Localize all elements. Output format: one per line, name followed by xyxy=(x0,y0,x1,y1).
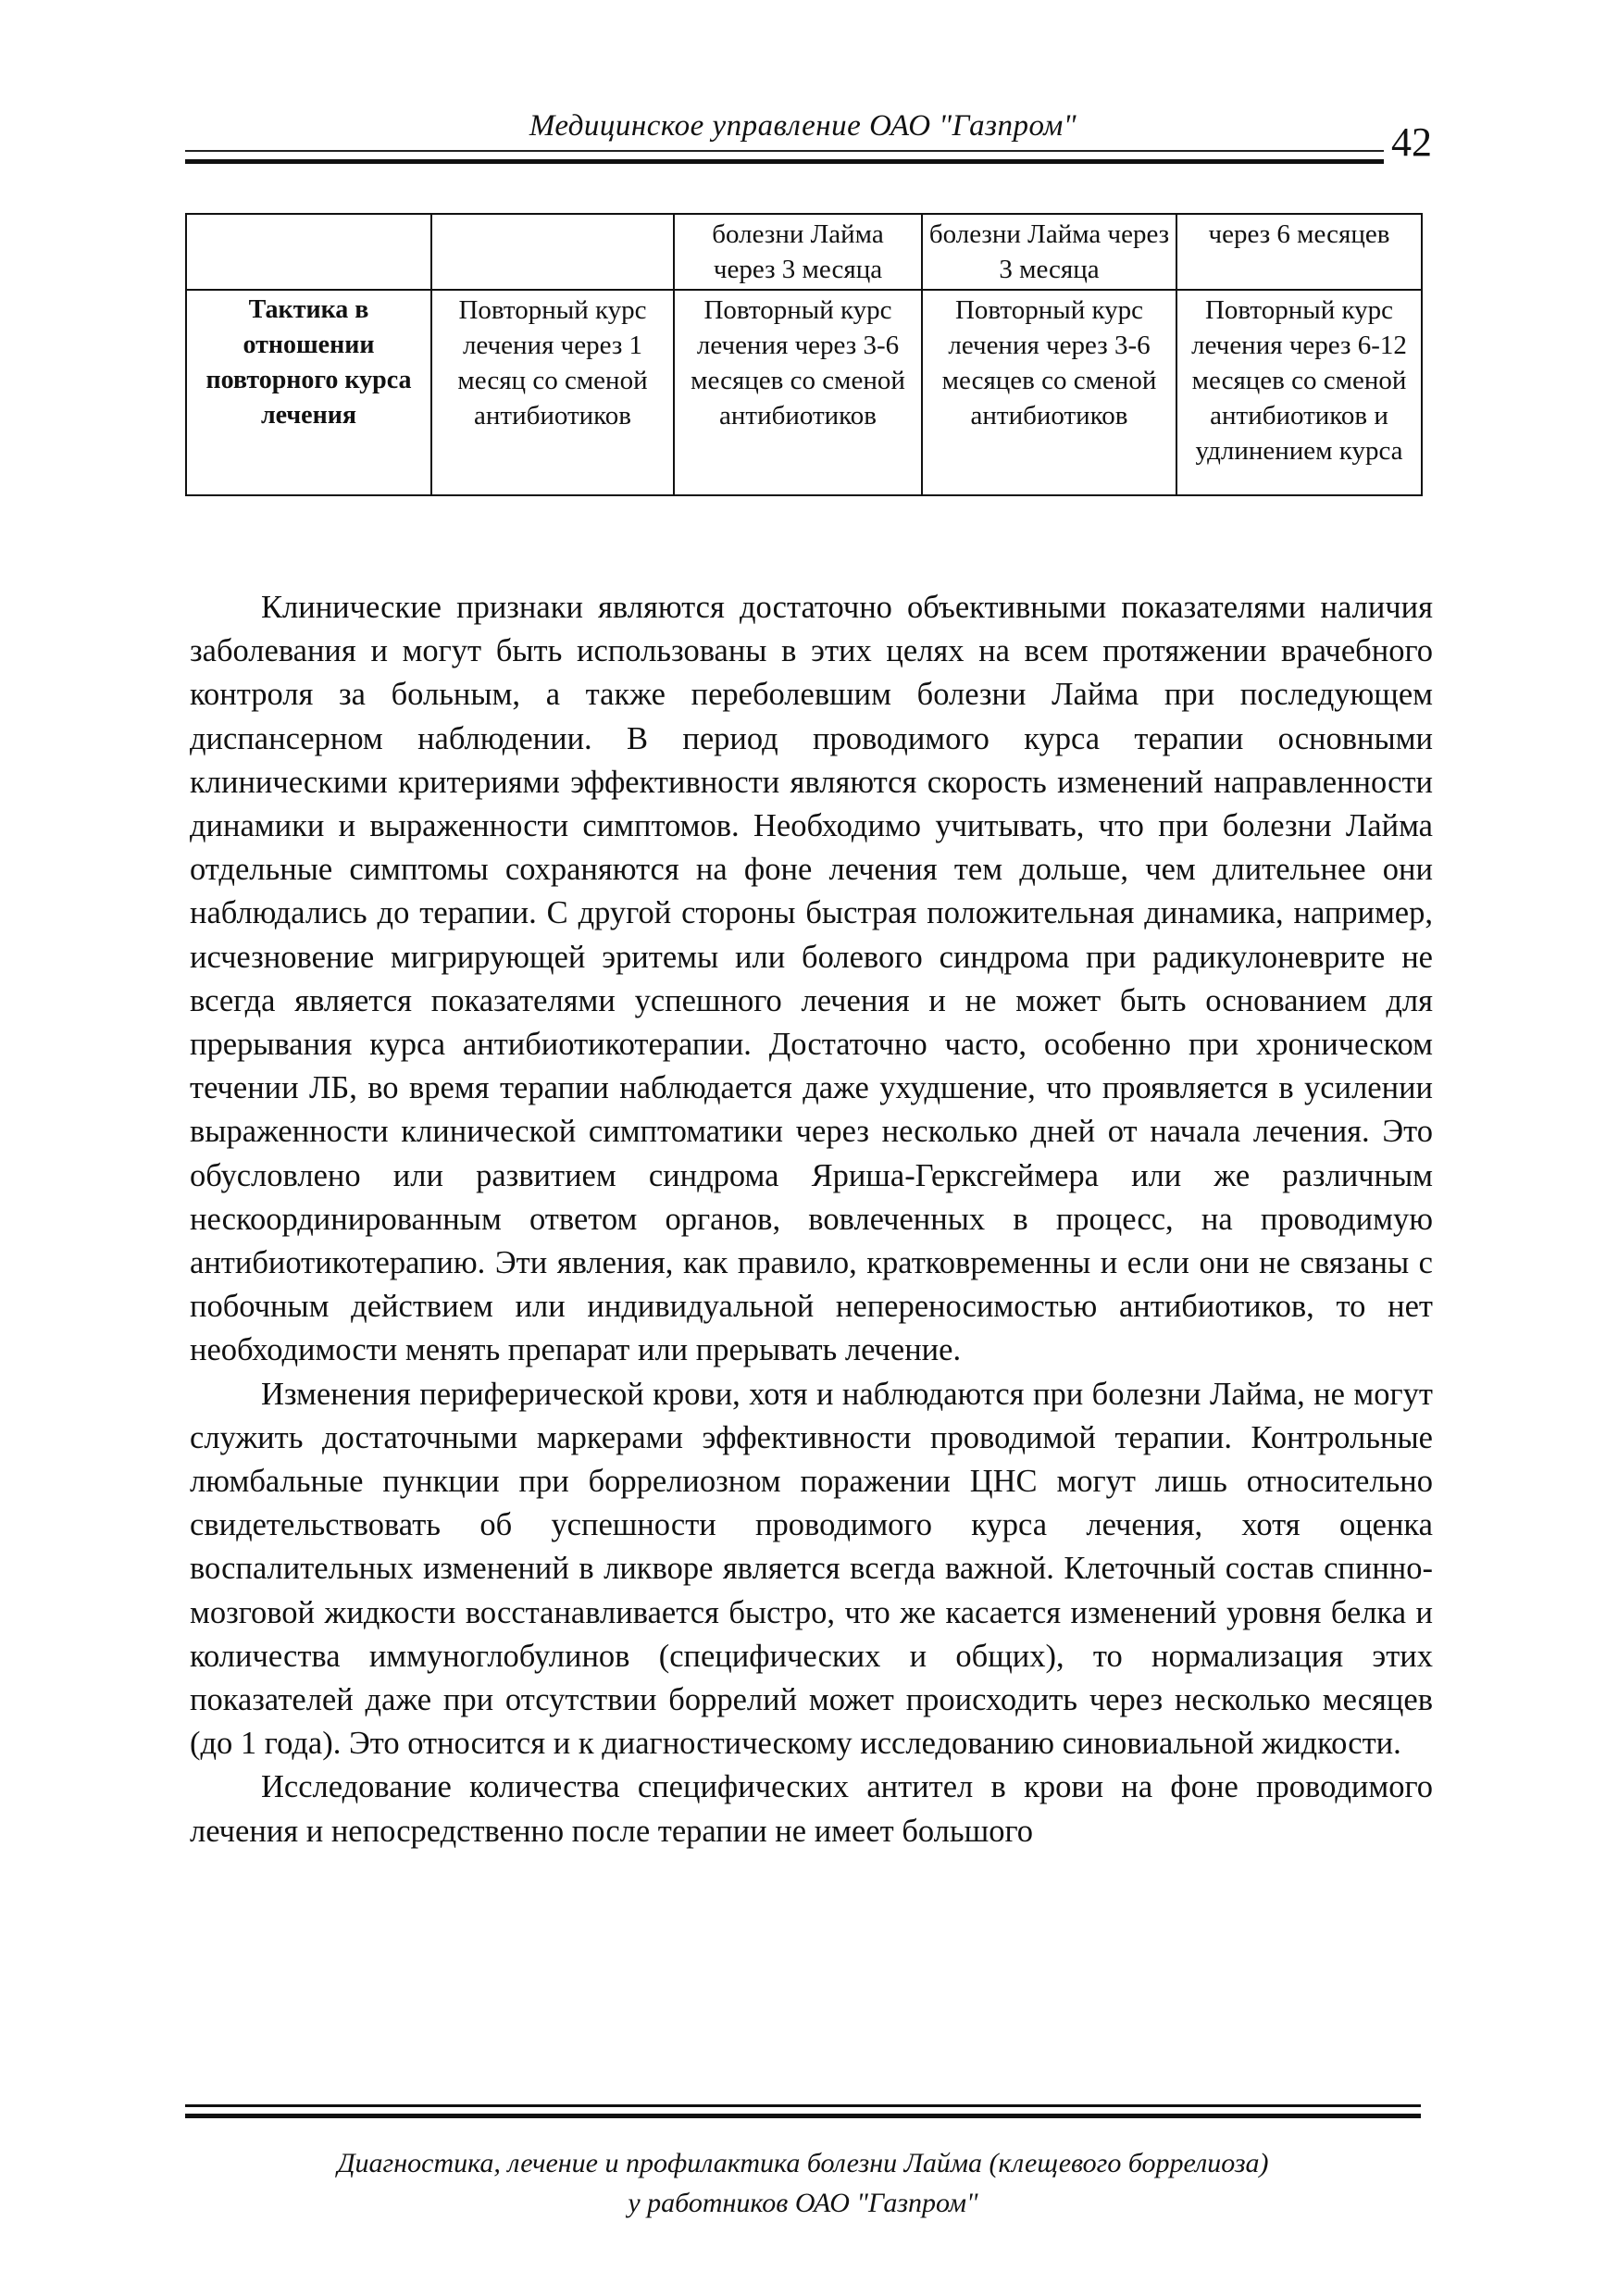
table-cell: Повторный курс лечения через 1 месяц со сменой антибиотиков xyxy=(431,290,674,495)
header-rule xyxy=(185,150,1384,164)
table-cell: Повторный курс лечения через 3-6 месяцев со сменой антибиотиков xyxy=(674,290,922,495)
body-text xyxy=(190,586,1433,1853)
paragraph: Исследование количества специфических антител в крови на фоне проводимого лечения и непосредственно после терапии не имеет большого xyxy=(190,1769,1433,1849)
header-title: Медицинское управление ОАО "Газпром" xyxy=(529,109,1077,143)
table-row xyxy=(186,214,1422,290)
treatment-table xyxy=(185,213,1423,496)
table-cell xyxy=(186,214,431,290)
table-row-header: Тактика в отношении повторного курса лечения xyxy=(186,290,431,495)
paragraph: Изменения периферической крови, хотя и наблюдаются при болезни Лайма, не могут служить достаточными маркерами эффективности проводимой терапии. Контрольные люмбальные пункции при боррелиозном поражении ЦНС могут лишь относительно свидетельствовать об успешности проводимого курса лечения, хотя оценка воспалительных изменений в ликворе является всегда важной. Клеточный состав спинно-мозговой жидкости восстанавливается быстро, что же касается изменений уровня белка и количества иммуноглобулинов (специфических и общих), то нормализация этих показателей даже при отсутствии боррелий может происходить через несколько месяцев (до 1 года). Это относится и к диагностическому исследованию синовиальной жидкости. xyxy=(190,1376,1433,1762)
paragraph: Клинические признаки являются достаточно объективными показателями наличия заболевания и могут быть использованы в этих целях на всем протяжении врачебного контроля за больным, а также переболевшим болезни Лайма при последующем диспансерном наблюдении. В период проводимого курса терапии основными клиническими критериями эффективности являются скорость изменений направленности динамики и выраженности симптомов. Необходимо учитывать, что при болезни Лайма отдельные симптомы сохраняются на фоне лечения тем дольше, чем длительнее они наблюдались до терапии. С другой стороны быстрая положительная динамика, например, исчезновение мигрирующей эритемы или болевого синдрома при радикулоневрите не всегда является показателями успешного лечения и не может быть основанием для прерывания курса антибиотикотерапии. Достаточно часто, особенно при хроническом течении ЛБ, во время терапии наблюдается даже ухудшение, что проявляется в усилении выраженности клинической симптоматики через несколько дней от начала лечения. Это обусловлено или развитием синдрома Яриша-Герксгеймера или же различным нескоординированным ответом органов, вовлеченных в процесс, на проводимую антибиотикотерапию. Эти явления, как правило, кратковременны и если они не связаны с побочным действием или индивидуальной непереносимостью антибиотиков, то нет необходимости менять препарат или прерывать лечение. xyxy=(190,590,1433,1368)
page-number: 42 xyxy=(1391,119,1432,165)
footer-line: у работников ОАО "Газпром" xyxy=(628,2188,978,2218)
table-cell xyxy=(431,214,674,290)
footer-rule xyxy=(185,2104,1421,2118)
table-cell: через 6 месяцев xyxy=(1176,214,1422,290)
table-cell: Повторный курс лечения через 6-12 месяцев со сменой антибиотиков и удлинением курса xyxy=(1176,290,1422,495)
table-row xyxy=(186,290,1422,495)
footer-line: Диагностика, лечение и профилактика болезни Лайма (клещевого боррелиоза) xyxy=(337,2148,1269,2178)
page-footer xyxy=(185,2143,1421,2223)
table-cell: Повторный курс лечения через 3-6 месяцев со сменой антибиотиков xyxy=(922,290,1176,495)
table-cell: болезни Лайма через 3 месяца xyxy=(922,214,1176,290)
table-cell: болезни Лайма через 3 месяца xyxy=(674,214,922,290)
